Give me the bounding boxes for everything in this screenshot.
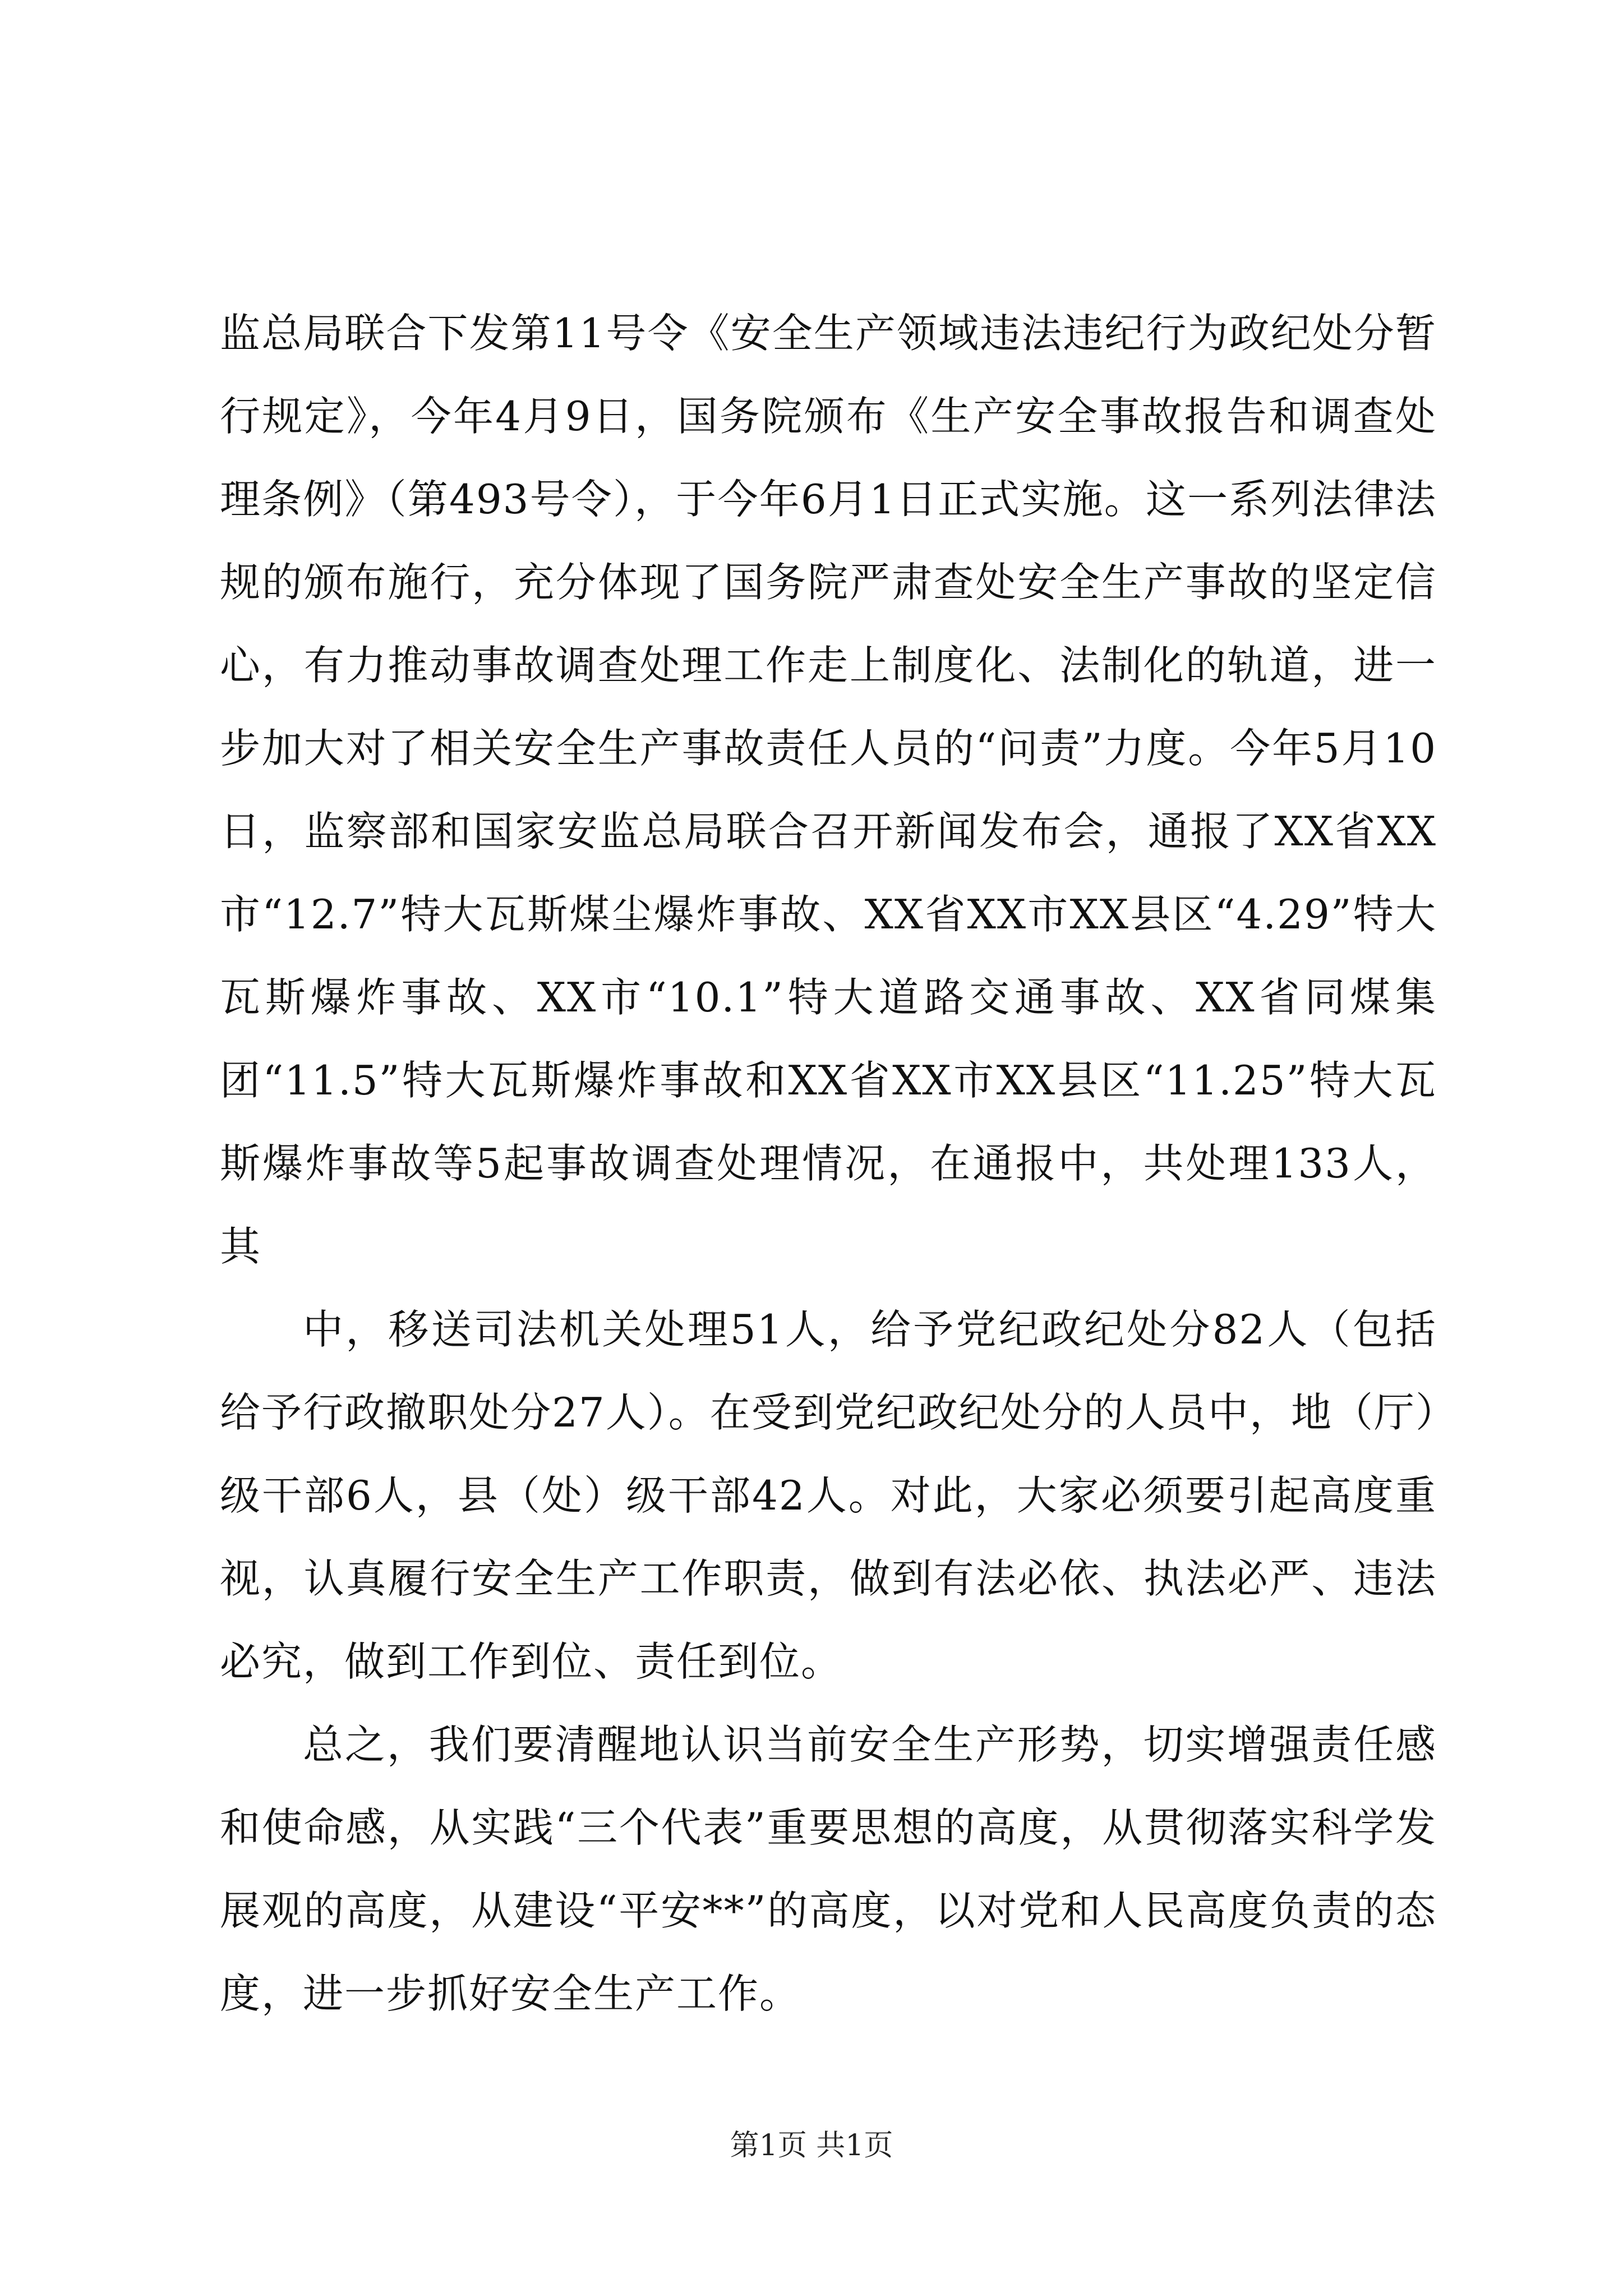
document-body	[220, 292, 1437, 2035]
page-footer	[0, 2126, 1623, 2165]
page-number: 第1页 共1页	[730, 2129, 893, 2162]
paragraph-2: 中，移送司法机关处理51人，给予党纪政纪处分82人（包括给予行政撤职处分27人）。在受到党纪政纪处分的人员中，地（厅）级干部6人，县（处）级干部42人。对此，大家必须要引起高度重视，认真履行安全生产工作职责，做到有法必依、执法必严、违法必究，做到工作到位、责任到位。	[220, 1306, 1437, 1685]
paragraph-1: 监总局联合下发第11号令《安全生产领域违法违纪行为政纪处分暂行规定》，今年4月9日，国务院颁布《生产安全事故报告和调查处理条例》（第493号令），于今年6月1日正式实施。这一系列法律法规的颁布施行，充分体现了国务院严肃查处安全生产事故的坚定信心，有力推动事故调查处理工作走上制度化、法制化的轨道，进一步加大对了相关安全生产事故责任人员的“问责”力度。今年5月10日，监察部和国家安监总局联合召开新闻发布会，通报了XX省XX市“12.7”特大瓦斯煤尘爆炸事故、XX省XX市XX县区“4.29”特大瓦斯爆炸事故、XX市“10.1”特大道路交通事故、XX省同煤集团“11.5”特大瓦斯爆炸事故和XX省XX市XX县区“11.25”特大瓦斯爆炸事故等5起事故调查处理情况，在通报中，共处理133人，其	[220, 310, 1437, 1270]
paragraph-3: 总之，我们要清醒地认识当前安全生产形势，切实增强责任感和使命感，从实践“三个代表”重要思想的高度，从贯彻落实科学发展观的高度，从建设“平安**”的高度，以对党和人民高度负责的态度，进一步抓好安全生产工作。	[220, 1721, 1437, 2017]
